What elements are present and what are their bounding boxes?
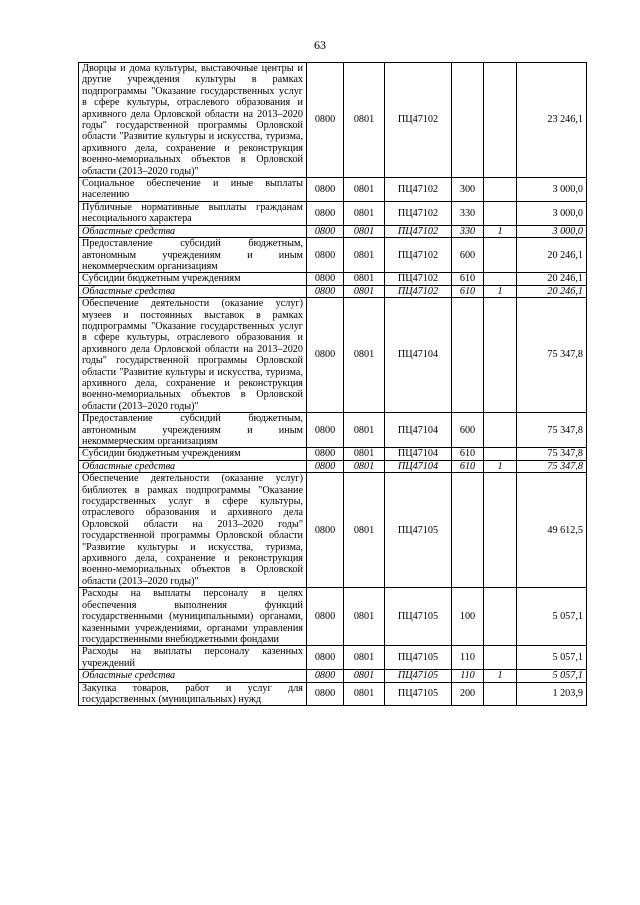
row-name-cell: Обеспечение деятельности (оказание услуг) музеев и постоянных выставок в рамках подпрограммы "Оказание государственных услуг в сфере культуры, отраслевого образования и архивного дела Орловской области на 2013–2020 годы" государственной программы Орловской области "Развитие культуры и искусства, туризма, архивного дела, сохранение и реконструкция военно-мемориальных объектов в Орловской области (2013–2020 годы)" <box>79 298 307 413</box>
expense-type-cell: 200 <box>452 682 484 706</box>
section-code-cell: 0800 <box>307 588 344 646</box>
funding-source-cell <box>484 63 517 178</box>
funding-source-cell <box>484 448 517 460</box>
table-row <box>79 682 587 706</box>
subsection-code-cell: 0801 <box>344 460 385 472</box>
table-row <box>79 201 587 225</box>
target-article-cell: ПЦ47102 <box>385 63 452 178</box>
target-article-cell: ПЦ47104 <box>385 460 452 472</box>
expense-type-cell: 600 <box>452 413 484 448</box>
table-row <box>79 670 587 682</box>
target-article-cell: ПЦ47102 <box>385 238 452 273</box>
subsection-code-cell: 0801 <box>344 178 385 202</box>
row-name-cell: Субсидии бюджетным учреждениям <box>79 273 307 285</box>
funding-source-cell: 1 <box>484 225 517 237</box>
target-article-cell: ПЦ47105 <box>385 588 452 646</box>
amount-cell: 20 246,1 <box>517 238 587 273</box>
row-name-cell: Социальное обеспечение и иные выплаты населению <box>79 178 307 202</box>
amount-cell: 20 246,1 <box>517 273 587 285</box>
section-code-cell: 0800 <box>307 225 344 237</box>
expense-type-cell: 610 <box>452 448 484 460</box>
row-name-cell: Дворцы и дома культуры, выставочные центры и другие учреждения культуры в рамках подпрограммы "Оказание государственных услуг в сфере культуры, отраслевого образования и архивного дела Орловской области на 2013–2020 годы" государственной программы Орловской области "Развитие культуры и искусства, туризма, архивного дела, сохранение и реконструкция военно-мемориальных объектов в Орловской области (2013–2020 годы)" <box>79 63 307 178</box>
amount-cell: 3 000,0 <box>517 201 587 225</box>
table-row <box>79 413 587 448</box>
row-name-cell: Расходы на выплаты персоналу в целях обеспечения выполнения функций государственными (муниципальными) органами, казенными учреждениями, органами управления государственными внебюджетными фондами <box>79 588 307 646</box>
section-code-cell: 0800 <box>307 63 344 178</box>
target-article-cell: ПЦ47102 <box>385 273 452 285</box>
target-article-cell: ПЦ47104 <box>385 413 452 448</box>
subsection-code-cell: 0801 <box>344 238 385 273</box>
section-code-cell: 0800 <box>307 285 344 297</box>
amount-cell: 5 057,1 <box>517 670 587 682</box>
section-code-cell: 0800 <box>307 646 344 670</box>
target-article-cell: ПЦ47105 <box>385 670 452 682</box>
amount-cell: 3 000,0 <box>517 178 587 202</box>
expense-type-cell: 110 <box>452 670 484 682</box>
table-row <box>79 646 587 670</box>
table-row <box>79 238 587 273</box>
section-code-cell: 0800 <box>307 682 344 706</box>
section-code-cell: 0800 <box>307 460 344 472</box>
expense-type-cell: 610 <box>452 285 484 297</box>
target-article-cell: ПЦ47105 <box>385 646 452 670</box>
amount-cell: 75 347,8 <box>517 448 587 460</box>
expense-type-cell: 600 <box>452 238 484 273</box>
section-code-cell: 0800 <box>307 448 344 460</box>
funding-source-cell <box>484 473 517 588</box>
table-row <box>79 63 587 178</box>
funding-source-cell <box>484 298 517 413</box>
row-name-cell: Областные средства <box>79 670 307 682</box>
amount-cell: 75 347,8 <box>517 460 587 472</box>
row-name-cell: Областные средства <box>79 225 307 237</box>
expense-type-cell: 330 <box>452 225 484 237</box>
table-row <box>79 448 587 460</box>
table-row <box>79 273 587 285</box>
target-article-cell: ПЦ47102 <box>385 201 452 225</box>
target-article-cell: ПЦ47104 <box>385 298 452 413</box>
expense-type-cell: 100 <box>452 588 484 646</box>
section-code-cell: 0800 <box>307 201 344 225</box>
table-row <box>79 225 587 237</box>
funding-source-cell: 1 <box>484 670 517 682</box>
table-row <box>79 588 587 646</box>
expense-type-cell: 300 <box>452 178 484 202</box>
expense-type-cell: 610 <box>452 460 484 472</box>
section-code-cell: 0800 <box>307 473 344 588</box>
row-name-cell: Областные средства <box>79 285 307 297</box>
target-article-cell: ПЦ47102 <box>385 225 452 237</box>
subsection-code-cell: 0801 <box>344 646 385 670</box>
amount-cell: 23 246,1 <box>517 63 587 178</box>
expense-type-cell <box>452 298 484 413</box>
section-code-cell: 0800 <box>307 298 344 413</box>
funding-source-cell <box>484 646 517 670</box>
target-article-cell: ПЦ47104 <box>385 448 452 460</box>
funding-source-cell: 1 <box>484 460 517 472</box>
row-name-cell: Предоставление субсидий бюджетным, автономным учреждениям и иным некоммерческим организациям <box>79 238 307 273</box>
expense-type-cell: 110 <box>452 646 484 670</box>
table-row <box>79 473 587 588</box>
row-name-cell: Закупка товаров, работ и услуг для государственных (муниципальных) нужд <box>79 682 307 706</box>
row-name-cell: Областные средства <box>79 460 307 472</box>
subsection-code-cell: 0801 <box>344 473 385 588</box>
subsection-code-cell: 0801 <box>344 225 385 237</box>
funding-source-cell <box>484 273 517 285</box>
section-code-cell: 0800 <box>307 670 344 682</box>
section-code-cell: 0800 <box>307 413 344 448</box>
expense-type-cell: 610 <box>452 273 484 285</box>
amount-cell: 49 612,5 <box>517 473 587 588</box>
funding-source-cell <box>484 238 517 273</box>
subsection-code-cell: 0801 <box>344 285 385 297</box>
amount-cell: 75 347,8 <box>517 413 587 448</box>
funding-source-cell: 1 <box>484 285 517 297</box>
page-number: 63 <box>314 38 326 52</box>
funding-source-cell <box>484 178 517 202</box>
subsection-code-cell: 0801 <box>344 670 385 682</box>
amount-cell: 75 347,8 <box>517 298 587 413</box>
budget-table <box>78 62 587 706</box>
row-name-cell: Обеспечение деятельности (оказание услуг) библиотек в рамках подпрограммы "Оказание государственных услуг в сфере культуры, отраслевого образования и архивного дела Орловской области на 2013–2020 годы" государственной программы Орловской области "Развитие культуры и искусства, туризма, архивного дела, сохранение и реконструкция военно-мемориальных объектов в Орловской области (2013–2020 годы)" <box>79 473 307 588</box>
funding-source-cell <box>484 201 517 225</box>
amount-cell: 3 000,0 <box>517 225 587 237</box>
section-code-cell: 0800 <box>307 238 344 273</box>
target-article-cell: ПЦ47105 <box>385 682 452 706</box>
subsection-code-cell: 0801 <box>344 682 385 706</box>
row-name-cell: Субсидии бюджетным учреждениям <box>79 448 307 460</box>
row-name-cell: Публичные нормативные выплаты гражданам несоциального характера <box>79 201 307 225</box>
table-row <box>79 298 587 413</box>
subsection-code-cell: 0801 <box>344 448 385 460</box>
table-row <box>79 285 587 297</box>
target-article-cell: ПЦ47102 <box>385 178 452 202</box>
table-row <box>79 460 587 472</box>
amount-cell: 20 246,1 <box>517 285 587 297</box>
funding-source-cell <box>484 588 517 646</box>
subsection-code-cell: 0801 <box>344 201 385 225</box>
subsection-code-cell: 0801 <box>344 588 385 646</box>
section-code-cell: 0800 <box>307 178 344 202</box>
target-article-cell: ПЦ47105 <box>385 473 452 588</box>
target-article-cell: ПЦ47102 <box>385 285 452 297</box>
budget-table-body <box>79 63 587 706</box>
subsection-code-cell: 0801 <box>344 63 385 178</box>
row-name-cell: Предоставление субсидий бюджетным, автономным учреждениям и иным некоммерческим организациям <box>79 413 307 448</box>
subsection-code-cell: 0801 <box>344 273 385 285</box>
amount-cell: 1 203,9 <box>517 682 587 706</box>
subsection-code-cell: 0801 <box>344 298 385 413</box>
amount-cell: 5 057,1 <box>517 588 587 646</box>
row-name-cell: Расходы на выплаты персоналу казенных учреждений <box>79 646 307 670</box>
section-code-cell: 0800 <box>307 273 344 285</box>
expense-type-cell <box>452 473 484 588</box>
funding-source-cell <box>484 682 517 706</box>
amount-cell: 5 057,1 <box>517 646 587 670</box>
subsection-code-cell: 0801 <box>344 413 385 448</box>
expense-type-cell: 330 <box>452 201 484 225</box>
expense-type-cell <box>452 63 484 178</box>
funding-source-cell <box>484 413 517 448</box>
table-row <box>79 178 587 202</box>
